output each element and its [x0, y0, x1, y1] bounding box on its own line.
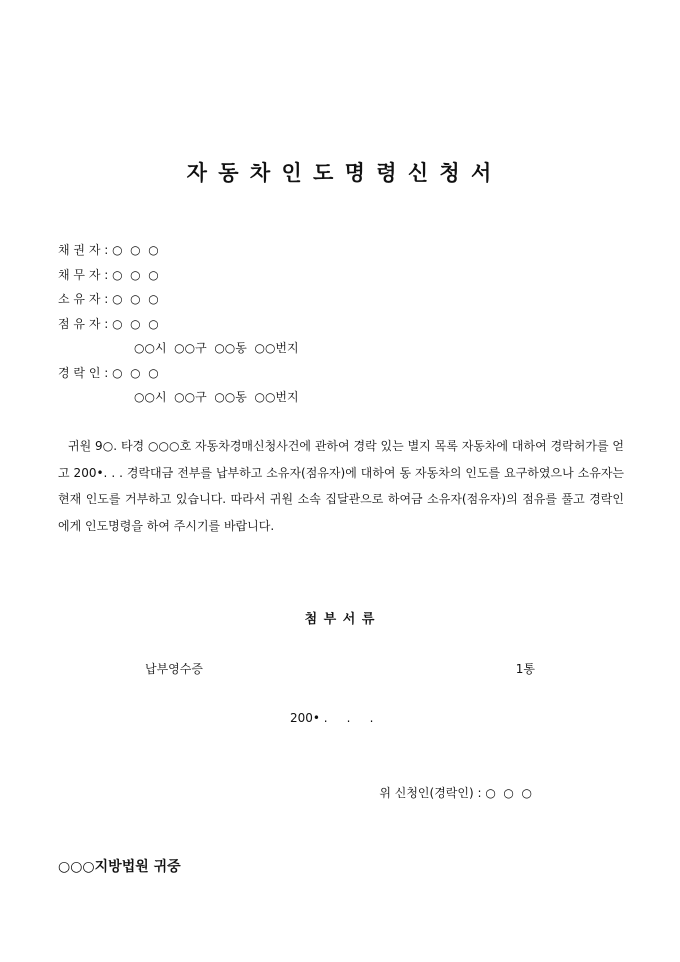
possessor-address: ○○시 ○○구 ○○동 ○○번지 — [134, 341, 299, 355]
filing-date: 200• . . . — [290, 711, 374, 725]
court-addressee: ○○○지방법원 귀중 — [58, 859, 181, 875]
owner-line: 소 유 자 : ○ ○ ○ — [58, 292, 159, 306]
request-body-paragraph: 귀원 9○. 타경 ○○○호 자동차경매신청사건에 관하여 경락 있는 별지 목록 자동차에 대하여 경락허가를 얻고 200•. . . 경락대금 전부를 납부하고 소유자(점유자)에 대하여 동 자동차의 인도를 요구하였으나 소유자는 현재 인도를 거부하고 있습니다. 따라서 귀원 소속 집달관으로 하여금 소유자(점유자)의 점유를 풀고 경락인에게 인도명령을 하여 주시기를 바랍니다. — [58, 439, 624, 533]
applicant-signature: 위 신청인(경락인) : ○ ○ ○ — [379, 786, 532, 800]
creditor-line: 채 권 자 : ○ ○ ○ — [58, 243, 159, 257]
possessor-line: 점 유 자 : ○ ○ ○ — [58, 316, 159, 331]
document-title: 자 동 차 인 도 명 령 신 청 서 — [186, 160, 494, 185]
parties-section — [58, 238, 299, 410]
attachments-heading: 첨 부 서 류 — [304, 612, 376, 627]
debtor-line: 채 무 자 : ○ ○ ○ — [58, 267, 159, 282]
attachment-quantity: 1통 — [515, 662, 535, 676]
attachment-name: 납부영수증 — [145, 662, 203, 676]
bidder-address: ○○시 ○○구 ○○동 ○○번지 — [134, 390, 299, 404]
bidder-line: 경 락 인 : ○ ○ ○ — [58, 365, 159, 380]
